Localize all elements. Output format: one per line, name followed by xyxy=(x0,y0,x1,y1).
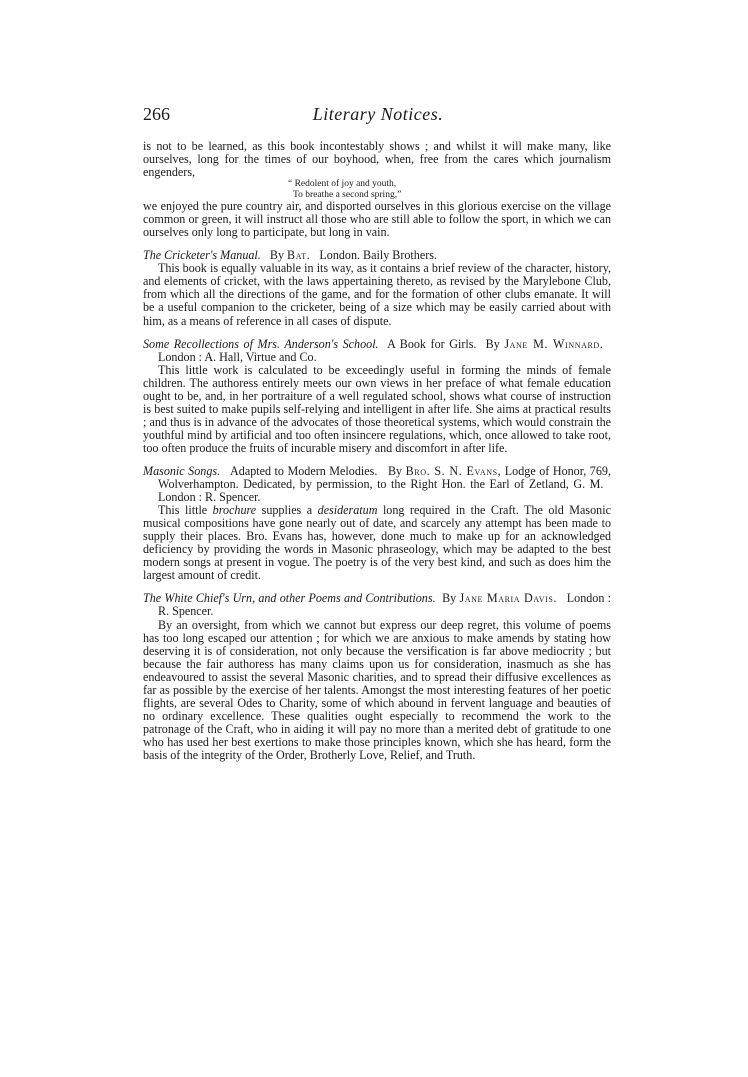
book-title: Masonic Songs. xyxy=(143,463,221,478)
intro-paragraph: is not to be learned, as this book incontestably shows ; and whilst it will make many, like ourselves, long for the times of our boyhood, when, free from the cares which journalism engenders, xyxy=(143,139,611,180)
page-number: 266 xyxy=(143,104,170,124)
notice-mrs-andersons-school xyxy=(143,338,611,455)
notice-heading xyxy=(143,592,611,618)
book-title: The White Chief's Urn, and other Poems and Contributions. xyxy=(143,591,436,606)
notice-masonic-songs xyxy=(143,465,611,582)
italic-term: brochure xyxy=(212,503,257,518)
book-publisher: London. Baily Brothers. xyxy=(319,248,437,263)
book-affiliation: Lodge of Honor, 769, Wolverhampton. Dedicated, by permission, to the Right Hon. the Earl of Zetland, G. M. xyxy=(158,463,611,492)
book-author: Jane Maria Davis. xyxy=(459,591,558,606)
notice-heading xyxy=(143,338,611,364)
poem-quote xyxy=(288,179,611,200)
by-word: By xyxy=(442,591,457,606)
notice-body xyxy=(143,504,611,582)
book-subtitle: A Book for Girls. xyxy=(387,336,477,351)
book-author: Jane M. Winnard. xyxy=(504,336,604,351)
notice-heading xyxy=(143,465,611,504)
notice-body: By an oversight, from which we cannot but express our deep regret, this volume of poems has too long escaped our attention ; for which we are anxious to make amends by stating how deserving it is of consideration, not only because the versification is far above mediocrity ; but because the fair authoress has many claims upon us for consideration, inasmuch as she has endeavoured to assist the several Masonic charities, and to spread their diffusive excellences as far as possible by the exercise of her talents. Amongst the most interesting features of her poetic flights, are several Odes to Charity, some of which abound in fervent language and beauties of no ordinary excellence. These qualities ought especially to recommend the work to the patronage of the Craft, who in aiding it will pay no more than a merited debt of gratitude to one who has used her best exertions to make those principles known, which she has heard, form the basis of the integrity of the Order, Brotherly Love, Relief, and Truth. xyxy=(143,617,611,762)
by-word: By xyxy=(485,336,500,351)
book-title: The Cricketer's Manual. xyxy=(143,248,261,263)
by-word: By xyxy=(387,463,403,478)
by-word: By xyxy=(269,248,284,263)
body-text: supplies a xyxy=(261,503,313,518)
book-author: Bat. xyxy=(287,248,311,263)
book-author: Bro. S. N. Evans, xyxy=(405,463,502,478)
body-text: long required in the Craft. The old Masonic musical compositions have gone nearly out of date, and scarcely any attempt has been made to supply their places. Bro. Evans has, however, done much to make up for an acknowledged deficiency by providing the words in Masonic phraseology, which may be adapted to the best modern songs at present in vogue. The poetry is of the very best kind, and such as does him the largest amount of credit. xyxy=(143,503,611,583)
notice-white-chiefs-urn xyxy=(143,592,611,762)
book-subtitle: Adapted to Modern Melodies. xyxy=(230,463,378,478)
book-publisher: London : R. Spencer. xyxy=(158,591,611,619)
intro-continuation: we enjoyed the pure country air, and disported ourselves in this glorious exercise on the village common or green, it will instruct all those who are still able to follow the sport, in which we can ourselves only long to participate, but long in vain. xyxy=(143,199,611,240)
notice-cricketers-manual xyxy=(143,249,611,327)
page-header xyxy=(143,104,613,128)
italic-term: desideratum xyxy=(317,503,378,518)
book-publisher: London : A. Hall, Virtue and Co. xyxy=(158,349,317,364)
poem-line-2: To breathe a second spring,” xyxy=(293,189,402,200)
book-title: Some Recollections of Mrs. Anderson's School. xyxy=(143,336,379,351)
book-publisher: London : R. Spencer. xyxy=(158,490,261,505)
notice-body: This little work is calculated to be exceedingly useful in forming the minds of female children. The authoress entirely meets our own views in her preface of what female education ought to be, and, in her portraiture of a well regulated school, shows what course of instruction is best suited to make pupils self-relying and intelligent in after life. She aims at practical results ; and thus is in advance of the advocates of those theoretical systems, which would constrain the youthful mind by artificial and too often insincere regulations, which, once allowed to take root, too often produce the fruits of incurable misery and discomfort in after life. xyxy=(143,362,611,455)
poem-line-1: “ Redolent of joy and youth, xyxy=(288,179,397,190)
running-title: Literary Notices. xyxy=(312,104,444,124)
notice-body: This book is equally valuable in its way, as it contains a brief review of the character, history, and elements of cricket, with the laws appertaining thereto, as revised by the Marylebone Club, from which all the directions of the game, and for the formation of other clubs emanate. It will be a useful companion to the cricketer, being of a size which may be easily carried about with him, as a means of reference in all cases of dispute. xyxy=(143,261,611,328)
body-text: This little xyxy=(158,503,208,518)
page-body xyxy=(143,140,611,762)
